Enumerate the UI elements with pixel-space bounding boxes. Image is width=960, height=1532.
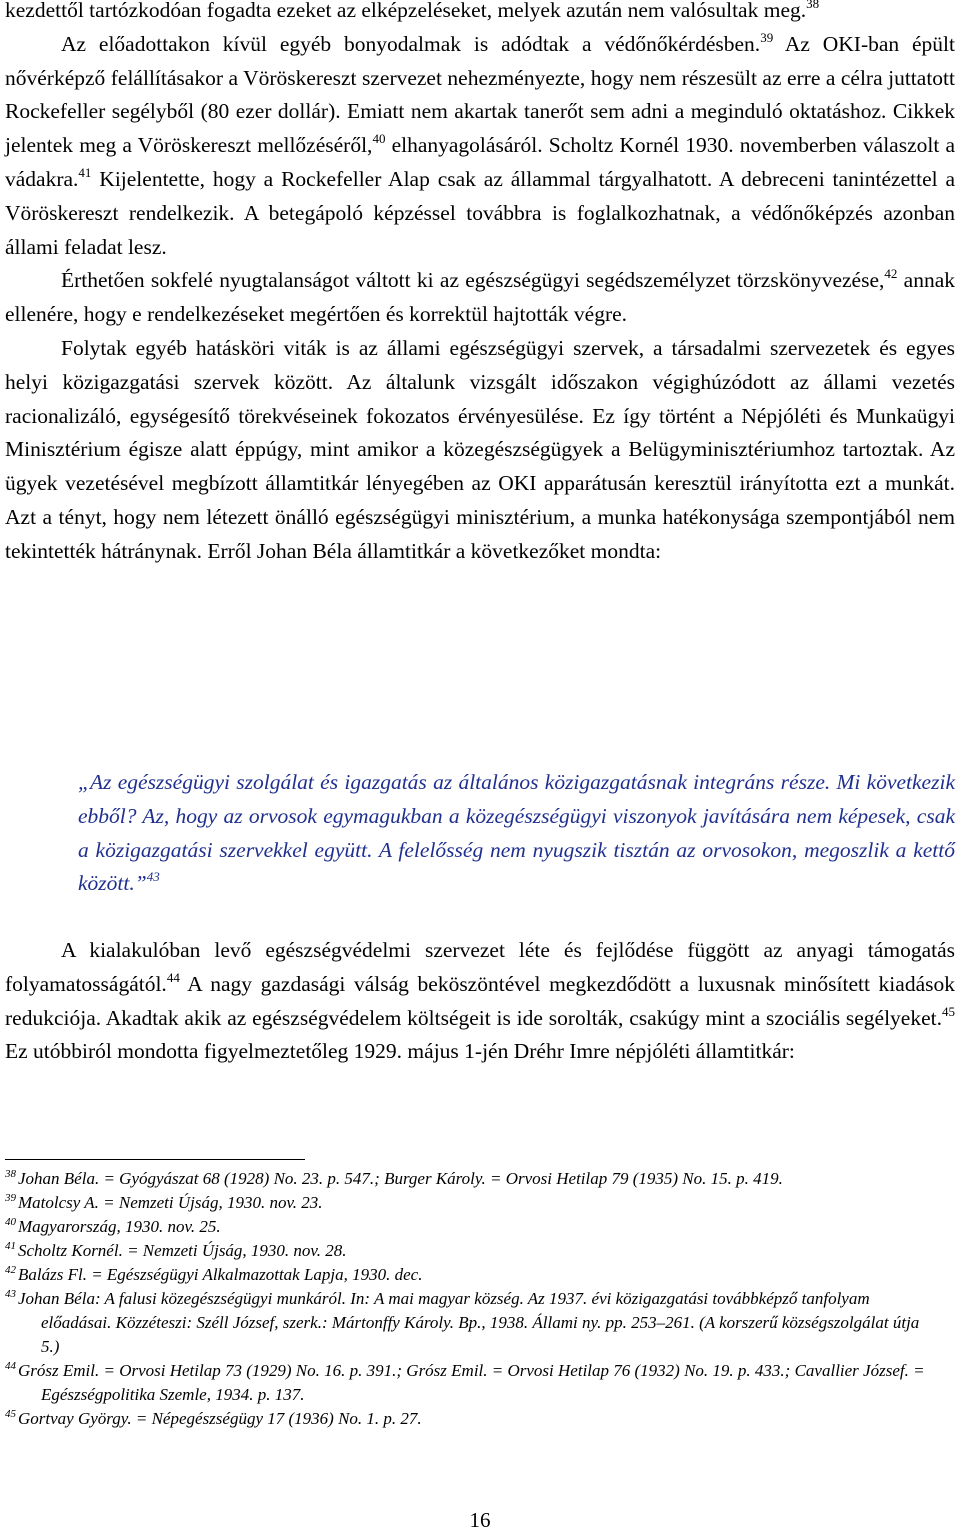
paragraph-5-text-b: A nagy gazdasági válság beköszöntével megkezdődött a luxusnak minősített kiadások redukciója. Akadtak akik az egészségvédelem költségeit is ide sorolták, csakúgy mint a szociális segélyeket.	[5, 971, 955, 1030]
paragraph-1-text: kezdettől tartózkodóan fogadta ezeket az elképzeléseket, melyek azután nem valósultak meg.	[5, 0, 807, 22]
footnote-text: Grósz Emil. = Orvosi Hetilap 73 (1929) No. 16. p. 391.; Grósz Emil. = Orvosi Hetilap 76 (1932) No. 19. p. 433.; Cavallier József. = Egészségpolitika Szemle, 1934. p. 137.	[18, 1361, 925, 1404]
footnote-ref-39: 39	[760, 29, 774, 45]
footnote-38	[5, 1167, 940, 1191]
footnote-40	[5, 1215, 940, 1239]
footnote-text: Johan Béla. = Gyógyászat 68 (1928) No. 23. p. 547.; Burger Károly. = Orvosi Hetilap 79 (1935) No. 15. p. 419.	[18, 1169, 783, 1188]
footnote-44	[5, 1359, 940, 1407]
footnote-ref-44: 44	[166, 969, 180, 985]
paragraph-5	[5, 934, 955, 1069]
footnote-ref-40: 40	[372, 131, 386, 147]
footnote-text: Balázs Fl. = Egészségügyi Alkalmazottak Lapja, 1930. dec.	[18, 1265, 423, 1284]
footnote-text: Gortvay György. = Népegészségügy 17 (1936) No. 1. p. 27.	[18, 1409, 422, 1428]
footnote-ref-42: 42	[884, 266, 898, 282]
paragraph-2-text-d: Kijelentette, hogy a Rockefeller Alap csak az állammal tárgyalhatott. A debreceni tanintézettel a Vöröskereszt rendelkezik. A betegápoló képzéssel továbbra is foglalkozhatnak, a védőnőképzés azonban állami feladat lesz.	[5, 166, 955, 259]
footnote-number: 44	[5, 1360, 16, 1372]
paragraph-5-text-a: A kialakulóban levő egészségvédelmi szervezet léte és fejlődése függött az anyagi támogatás folyamatosságától.	[5, 938, 955, 996]
quote-text: „Az egészségügyi szolgálat és igazgatás az általános közigazgatásnak integráns része. Mi következik ebből? Az, hogy az orvosok egymagukban a közegészségügyi viszonyok javítására nem képesek, csak a közigazgatási szervekkel együtt. A felelősség nem nyugszik tisztán az orvosokon, megoszlik a kettő között.”	[78, 770, 955, 896]
footnote-ref-43: 43	[146, 869, 160, 885]
paragraph-3-text-b: annak ellenére, hogy e rendelkezéseket megértően és korrektül hajtották végre.	[5, 268, 955, 327]
paragraph-2	[5, 28, 955, 265]
footnote-43	[5, 1287, 940, 1359]
footnote-number: 39	[5, 1192, 16, 1204]
footnotes	[5, 1167, 940, 1431]
footnote-42	[5, 1263, 940, 1287]
footnote-number: 45	[5, 1408, 16, 1420]
footnote-text: Magyarország, 1930. nov. 25.	[18, 1217, 221, 1236]
paragraph-2-text-c: elhanyagolásáról. Scholtz Kornél 1930. novemberben válaszolt a vádakra.	[5, 133, 955, 191]
footnote-45	[5, 1407, 940, 1431]
footnote-41	[5, 1239, 940, 1263]
footnote-number: 41	[5, 1240, 16, 1252]
footnote-separator	[5, 1159, 305, 1160]
footnote-text: Matolcsy A. = Nemzeti Újság, 1930. nov. 23.	[18, 1193, 323, 1212]
footnote-ref-38: 38	[806, 0, 820, 11]
footnote-number: 38	[5, 1168, 16, 1180]
paragraph-1	[5, 0, 955, 28]
paragraph-2-text-b: Az OKI-ban épült nővérképző felállításakor a Vöröskereszt szervezet nehezményezte, hogy nem részesült az erre a célra juttatott Rockefeller segélyből (80 ezer dollár). Emiatt nem akartak tanerőt sem adni a meginduló oktatáshoz. Cikkek jelentek meg a Vöröskereszt mellőzéséről,	[5, 31, 955, 158]
footnote-ref-45: 45	[942, 1003, 955, 1019]
main-text	[5, 0, 955, 569]
paragraph-2-text-a: Az előadottakon kívül egyéb bonyodalmak is adódtak a védőnőkérdésben.	[61, 31, 761, 56]
paragraph-5-text-c: Ez utóbbiról mondotta figyelmeztetőleg 1929. május 1-jén Dréhr Imre népjóléti államtitkár:	[5, 1039, 795, 1064]
paragraph-4: Folytak egyéb hatásköri viták is az állami egészségügyi szervek, a társadalmi szervezetek és egyes helyi közigazgatási szervek között. Az általunk vizsgált időszakon végighúzódott az állami vezetés racionalizáló, egységesítő törekvéseinek fokozatos érvényesülése. Ez így történt a Népjóléti és Munkaügyi Minisztérium égisze alatt éppúgy, mint amikor a közegészségügyek a Belügyminisztériumhoz tartoztak. Az ügyek vezetésével megbízott államtitkár lényegében az OKI apparátusán keresztül irányította ezt a munkát. Azt a tényt, hogy nem létezett önálló egészségügyi minisztérium, a munka hatékonysága szempontjából nem tekintették hátránynak. Erről Johan Béla államtitkár a következőket mondta:	[5, 335, 955, 563]
block-quote	[78, 766, 955, 901]
footnote-number: 42	[5, 1264, 16, 1276]
page-number: 16	[469, 1508, 491, 1532]
paragraph-3	[5, 264, 955, 332]
footnote-number: 40	[5, 1216, 16, 1228]
footnote-number: 43	[5, 1288, 16, 1300]
footnote-text: Scholtz Kornél. = Nemzeti Újság, 1930. nov. 28.	[18, 1241, 347, 1260]
paragraph-3-text-a: Érthetően sokfelé nyugtalanságot váltott ki az egészségügyi segédszemélyzet törzskönyvezése,	[61, 268, 885, 293]
footnote-text: Johan Béla: A falusi közegészségügyi munkáról. In: A mai magyar község. Az 1937. évi közigazgatási továbbképző tanfolyam előadásai. Közzéteszi: Széll József, szerk.: Mártonffy Károly. Bp., 1938. Állami ny. pp. 253–261. (A korszerű községszolgálat útja 5.)	[18, 1289, 920, 1356]
footnote-39	[5, 1191, 940, 1215]
post-quote-text	[5, 934, 955, 1069]
footnote-ref-41: 41	[78, 164, 92, 180]
